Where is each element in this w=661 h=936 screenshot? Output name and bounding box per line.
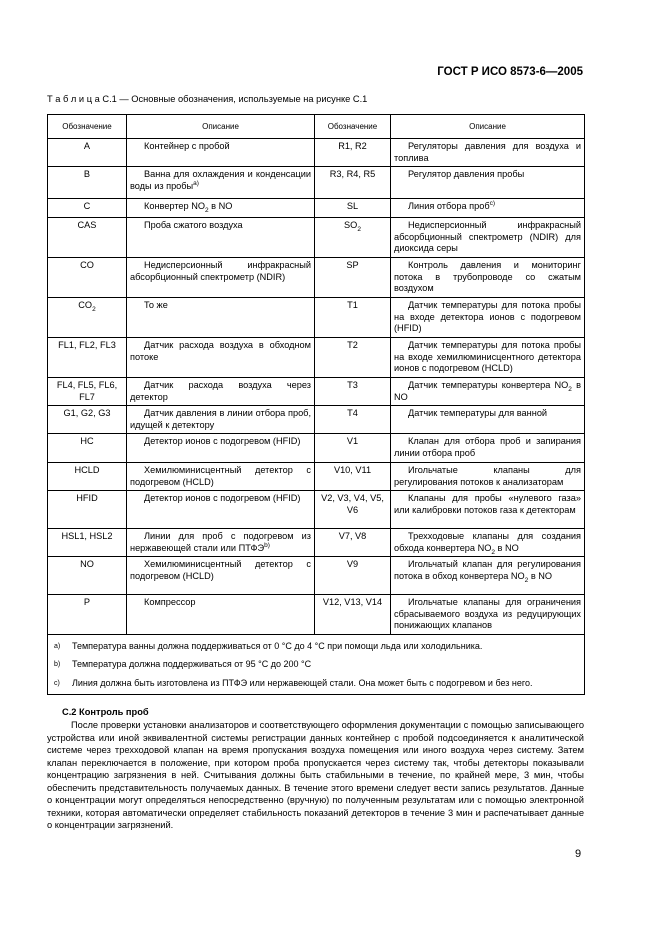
footnote: [48, 674, 585, 695]
page-number: 9: [575, 848, 582, 860]
table-row: [48, 491, 585, 529]
designation-cell: HSL1, HSL2: [48, 529, 127, 557]
footnote: [48, 655, 585, 674]
description-cell: Конвертер $NO_2$ в NO: [127, 199, 315, 218]
designation-cell: FL1, FL2, FL3: [48, 338, 127, 378]
designation-cell: SP: [315, 258, 391, 298]
footnote-row: [48, 655, 585, 674]
table-row: [48, 218, 585, 258]
table-row: [48, 378, 585, 406]
designation-cell: A: [48, 139, 127, 167]
section-title: С.2 Контроль проб: [62, 707, 149, 717]
designation-cell: V12, V13, V14: [315, 595, 391, 635]
designation-cell: R1, R2: [315, 139, 391, 167]
designation-cell: T4: [315, 406, 391, 434]
document-code: ГОСТ Р ИСО 8573-6—2005: [437, 66, 583, 78]
description-cell: Игольчатый клапан для регулирования потока в обход конвертера $NO_2$ в NO: [391, 557, 585, 595]
description-cell: Недисперсионный инфракрасный абсорбционный спектрометр (NDIR): [127, 258, 315, 298]
designation-cell: V1: [315, 434, 391, 463]
footnote-row: [48, 634, 585, 655]
designation-cell: SL: [315, 199, 391, 218]
designation-cell: T2: [315, 338, 391, 378]
designation-cell: T3: [315, 378, 391, 406]
table-caption: Т а б л и ц а С.1 — Основные обозначения, используемые на рисунке С.1: [47, 94, 368, 104]
designation-cell: R3, R4, R5: [315, 167, 391, 199]
description-cell: Хемилюминисцентный детектор с подогревом (HCLD): [127, 463, 315, 491]
description-cell: Хемилюминисцентный детектор с подогревом (HCLD): [127, 557, 315, 595]
section-paragraph: После проверки установки анализаторов и соответствующего оформления документации с помощью записывающего устройства или иной эквивалентной системы регистрации данных контейнер с пробой подсоединяется к аналитической системе через трехходовой клапан на время пропускания воздуха помещения или иного воздуха через систему. Затем клапан переключается в положение, при котором проба пропускается через систему так, чтобы детекторы показывали концентрацию загрязнения в ней. Считывания должны быть стабильными в течение, по крайней мере, 3 мин, чтобы обеспечить представительность получаемых данных. В течение этого времени следует вести запись результатов. Данные о концентрации могут определяться непосредственно (вручную) по полученным результатам или с помощью электронной техники, которая автоматически определяет стабильность показаний детекторов в течение 3 мин и распечатывает данные о концентрации загрязнений.: [47, 720, 584, 830]
designation-cell: HFID: [48, 491, 127, 529]
designation-cell: $SO_2$: [315, 218, 391, 258]
footnote-mark: a): [54, 642, 61, 650]
table-row: [48, 338, 585, 378]
table-row: [48, 199, 585, 218]
col-header-designation-1: Обозначение: [48, 115, 127, 139]
designation-cell: B: [48, 167, 127, 199]
description-cell: Трехходовые клапаны для создания обхода конвертера $NO_2$ в NO: [391, 529, 585, 557]
table-row: [48, 139, 585, 167]
designation-cell: V10, V11: [315, 463, 391, 491]
description-cell: Детектор ионов с подогревом (HFID): [127, 491, 315, 529]
description-cell: Игольчатые клапаны для ограничения сбрасываемого воздуха из редуцирующих понижающих клапанов: [391, 595, 585, 635]
designation-cell: HC: [48, 434, 127, 463]
col-header-description-1: Описание: [127, 115, 315, 139]
description-cell: Ванна для охлаждения и конденсации воды из пробы$^{a)}$: [127, 167, 315, 199]
table-row: [48, 167, 585, 199]
description-cell: Проба сжатого воздуха: [127, 218, 315, 258]
description-cell: Линия отбора проб$^{c)}$: [391, 199, 585, 218]
footnote-mark: c): [54, 679, 60, 687]
description-cell: Датчик температуры для потока пробы на входе хемилюминисцентного детектора ионов с подогревом (HCLD): [391, 338, 585, 378]
description-cell: Компрессор: [127, 595, 315, 635]
designation-cell: CO: [48, 258, 127, 298]
description-cell: Линии для проб с подогревом из нержавеющей стали или ПТФЭ$^{b)}$: [127, 529, 315, 557]
description-cell: Контейнер с пробой: [127, 139, 315, 167]
description-cell: Датчик температуры конвертера $NO_2$ в NO: [391, 378, 585, 406]
table-row: [48, 298, 585, 338]
footnote-text: Температура должна поддерживаться от 95 °С до 200 °С: [72, 659, 312, 669]
designation-cell: P: [48, 595, 127, 635]
designation-cell: V2, V3, V4, V5, V6: [315, 491, 391, 529]
description-cell: Датчик температуры для потока пробы на входе детектора ионов с подогревом (HFID): [391, 298, 585, 338]
description-cell: Датчик температуры для ванной: [391, 406, 585, 434]
table-row: [48, 463, 585, 491]
description-cell: Детектор ионов с подогревом (HFID): [127, 434, 315, 463]
footnote: [48, 634, 585, 655]
table-row: [48, 529, 585, 557]
table-header-row: [48, 115, 585, 139]
designation-cell: CAS: [48, 218, 127, 258]
description-cell: Датчик расхода воздуха в обходном потоке: [127, 338, 315, 378]
footnote-mark: b): [54, 661, 61, 668]
table-row: [48, 434, 585, 463]
description-cell: Контроль давления и мониторинг потока в трубопроводе со сжатым воздухом: [391, 258, 585, 298]
designation-cell: G1, G2, G3: [48, 406, 127, 434]
description-cell: Клапаны для пробы «нулевого газа» или калибровки потоков газа к детекторам: [391, 491, 585, 529]
col-header-description-2: Описание: [391, 115, 585, 139]
footnote-text: Температура ванны должна поддерживаться от 0 °С до 4 °С при помощи льда или холодильника.: [72, 640, 483, 651]
designation-cell: HCLD: [48, 463, 127, 491]
table-row: [48, 258, 585, 298]
table-row: [48, 406, 585, 434]
table-row: [48, 557, 585, 595]
designation-cell: FL4, FL5, FL6, FL7: [48, 378, 127, 406]
designations-table: [47, 114, 585, 695]
footnote-text: Линия должна быть изготовлена из ПТФЭ или нержавеющей стали. Она может быть с подогревом и без него.: [72, 677, 533, 688]
designation-cell: NO: [48, 557, 127, 595]
designation-cell: T1: [315, 298, 391, 338]
designation-cell: $CO_2$: [48, 298, 127, 338]
description-cell: То же: [127, 298, 315, 338]
description-cell: Регулятор давления пробы: [391, 167, 585, 199]
description-cell: Игольчатые клапаны для регулирования потоков к анализаторам: [391, 463, 585, 491]
designation-cell: V7, V8: [315, 529, 391, 557]
description-cell: Регуляторы давления для воздуха и топлива: [391, 139, 585, 167]
description-cell: Датчик расхода воздуха через детектор: [127, 378, 315, 406]
designation-cell: V9: [315, 557, 391, 595]
table-row: [48, 595, 585, 635]
description-cell: Недисперсионный инфракрасный абсорбционный спектрометр (NDIR) для диоксида серы: [391, 218, 585, 258]
description-cell: Клапан для отбора проб и запирания линии отбора проб: [391, 434, 585, 463]
designation-cell: C: [48, 199, 127, 218]
description-cell: Датчик давления в линии отбора проб, идущей к детектору: [127, 406, 315, 434]
col-header-designation-2: Обозначение: [315, 115, 391, 139]
footnote-row: [48, 674, 585, 695]
